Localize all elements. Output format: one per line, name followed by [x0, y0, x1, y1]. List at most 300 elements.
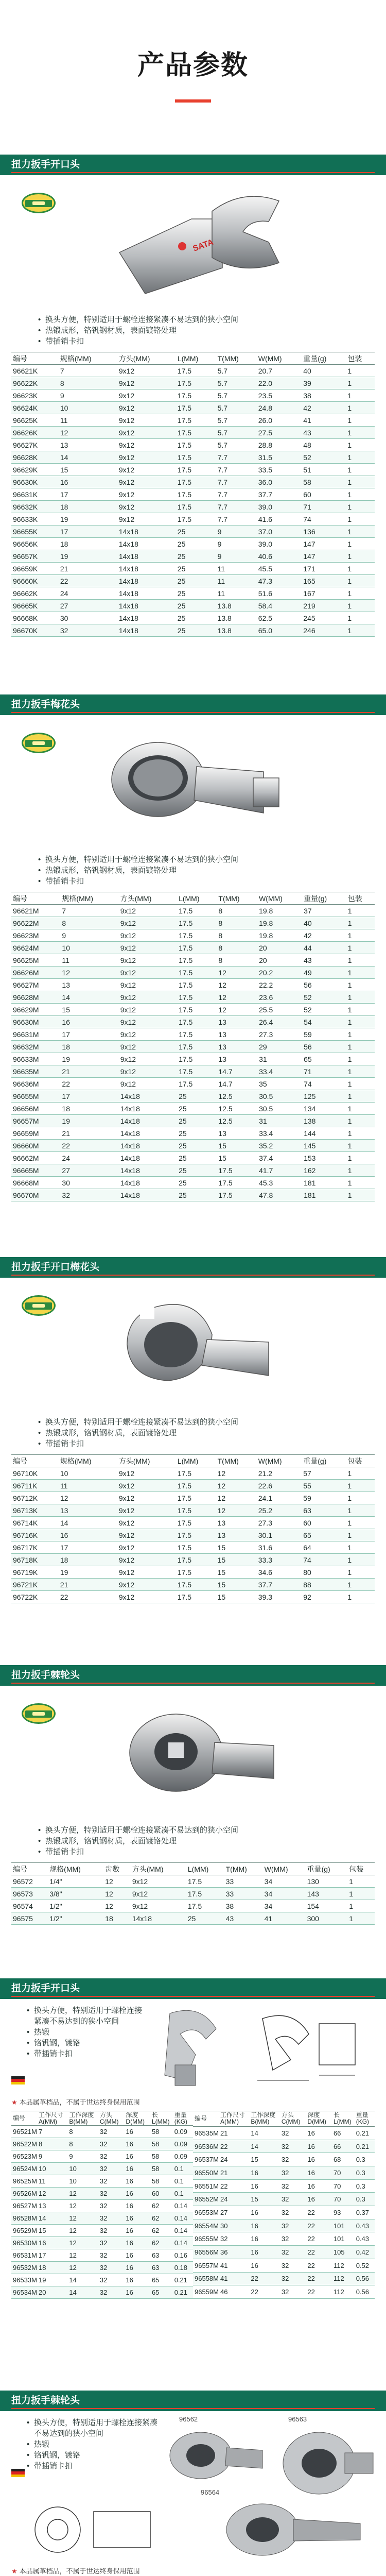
table-header-row [11, 892, 375, 905]
table-cell: 12 [67, 2212, 98, 2225]
table-cell: 96529M [11, 2225, 37, 2237]
table-header-row [11, 2111, 193, 2126]
table-cell: 96713K [11, 1504, 59, 1517]
table-cell: 32 [98, 2150, 125, 2163]
table-cell: 38 [302, 389, 346, 402]
feature-item: • 热锻成形，铬钒钢材质，表面镀铬处理 [38, 1836, 375, 1846]
table-cell: 14x18 [119, 1115, 177, 1127]
table-cell: 32 [60, 1189, 118, 1201]
table-cell: 17 [59, 1541, 117, 1554]
table-cell: 32 [98, 2188, 125, 2200]
product-hero [0, 1999, 386, 2097]
table-cell: 105 [332, 2246, 355, 2259]
table-cell: 66 [332, 2140, 355, 2153]
column-header: 重量(g) [302, 352, 346, 365]
table-cell: 12 [60, 967, 118, 979]
table-cell: 1/4" [48, 1875, 103, 1888]
table-cell: 17.5 [176, 1467, 216, 1480]
table-cell: 96629K [11, 464, 59, 476]
table-cell: 17.5 [177, 942, 217, 954]
table-cell: 13 [217, 1016, 257, 1028]
table-cell: 1 [346, 600, 375, 612]
table-cell: 9x12 [119, 1028, 177, 1041]
table-row [11, 1004, 375, 1016]
section-box-end-head [0, 694, 386, 1201]
table-cell: 14x18 [117, 624, 176, 637]
table-row [11, 488, 375, 501]
table-cell: 1 [346, 501, 375, 513]
table-cell: 96631K [11, 488, 59, 501]
table-row [11, 2237, 193, 2249]
dimension-diagram-icon [27, 2499, 161, 2561]
table-cell: 7.7 [216, 488, 257, 501]
table-cell: 17 [60, 1090, 118, 1103]
table-cell: 1 [346, 1541, 375, 1554]
table-cell: 56 [302, 979, 346, 991]
table-cell: 1 [346, 1554, 375, 1566]
table-cell: 59 [302, 1492, 346, 1504]
table-cell: 25 [176, 550, 216, 563]
table-cell: 9x12 [119, 942, 177, 954]
table-cell: 0.21 [173, 2286, 193, 2299]
table-cell: 1 [346, 1480, 375, 1492]
table-cell: 17.5 [176, 1541, 216, 1554]
table-cell: 9x12 [117, 365, 176, 377]
table-cell: 9x12 [117, 464, 176, 476]
table-cell: 13.8 [216, 600, 257, 612]
table-cell: 30.5 [257, 1090, 302, 1103]
table-cell: 71 [302, 501, 346, 513]
table-row [193, 2246, 375, 2259]
table-cell: 41.7 [257, 1164, 302, 1177]
table-cell: 96633M [11, 1053, 60, 1065]
table-cell: 14.7 [217, 1065, 257, 1078]
table-cell: 41 [263, 1912, 306, 1925]
table-cell: 59 [302, 1028, 346, 1041]
table-cell: 11 [37, 2175, 67, 2188]
table-cell: 14x18 [119, 1127, 177, 1140]
quality-badge-icon [22, 193, 56, 213]
table-cell: 15 [249, 2193, 279, 2206]
table-cell: 47.8 [257, 1189, 302, 1201]
table-cell: 0.21 [173, 2274, 193, 2286]
table-cell: 24 [219, 2193, 249, 2206]
table-cell: 1 [346, 377, 375, 389]
table-cell: 68 [332, 2153, 355, 2166]
table-cell: 32 [219, 2232, 249, 2246]
table-cell: 17.5 [177, 967, 217, 979]
table-cell: 300 [306, 1912, 348, 1925]
table-cell: 22 [59, 1591, 117, 1603]
table-cell: 17.5 [176, 1579, 216, 1591]
table-cell: 1 [346, 1152, 375, 1164]
table-cell: 112 [332, 2272, 355, 2285]
table-cell: 9x12 [117, 389, 176, 402]
table-cell: 10 [67, 2175, 98, 2188]
table-cell: 64 [302, 1541, 346, 1554]
table-cell: 17.5 [176, 414, 216, 427]
svg-text:SATA: SATA [191, 238, 215, 253]
table-cell: 27.5 [257, 427, 302, 439]
table-cell: 1 [346, 488, 375, 501]
table-cell: 9x12 [131, 1875, 186, 1888]
table-cell: 55 [302, 1480, 346, 1492]
section-title-bar: 扭力扳手开口头 [0, 1978, 386, 1999]
table-row [11, 377, 375, 389]
column-header: 方头(MM) [117, 1455, 176, 1467]
table-cell: 96572 [11, 1875, 48, 1888]
table-cell: 40 [302, 917, 346, 929]
table-cell: 21 [60, 1065, 118, 1078]
table-row [11, 526, 375, 538]
table-row [11, 1189, 375, 1201]
table-cell: 28.8 [257, 439, 302, 451]
table-cell: 96537M [193, 2153, 219, 2166]
column-header: 深度 D(MM) [124, 2111, 150, 2126]
table-cell: 25 [176, 575, 216, 587]
table-cell: 9x12 [119, 1016, 177, 1028]
table-cell: 0.56 [355, 2272, 375, 2285]
table-cell: 12.5 [217, 1103, 257, 1115]
table-cell: 13 [60, 979, 118, 991]
table-cell: 65 [302, 1053, 346, 1065]
table-cell: 17.5 [176, 451, 216, 464]
table-cell: 63 [302, 1504, 346, 1517]
table-cell: 96656K [11, 538, 59, 550]
table-cell: 16 [306, 2193, 332, 2206]
table-row [193, 2153, 375, 2166]
table-row [11, 538, 375, 550]
table-cell: 52 [302, 451, 346, 464]
table-row [193, 2140, 375, 2153]
table-row [11, 2188, 193, 2200]
table-cell: 96624M [11, 942, 60, 954]
table-cell: 32 [280, 2140, 306, 2153]
table-cell: 96670M [11, 1189, 60, 1201]
table-cell: 17.5 [176, 464, 216, 476]
table-cell: 5.7 [216, 414, 257, 427]
table-cell: 96628K [11, 451, 59, 464]
table-cell: 14.7 [217, 1078, 257, 1090]
table-cell: 17.5 [176, 476, 216, 488]
table-cell: 32 [98, 2225, 125, 2237]
table-cell: 0.43 [355, 2219, 375, 2232]
table-cell: 0.56 [355, 2285, 375, 2299]
table-cell: 32 [280, 2206, 306, 2219]
table-cell: 9 [67, 2150, 98, 2163]
table-cell: 17.5 [176, 1504, 216, 1517]
table-cell: 96632M [11, 1041, 60, 1053]
table-cell: 96636M [11, 1078, 60, 1090]
feature-list [27, 2005, 145, 2059]
column-header: L(MM) [177, 892, 217, 905]
table-cell: 17.5 [217, 1164, 257, 1177]
table-cell: 9x12 [117, 1480, 176, 1492]
table-cell: 27 [59, 600, 117, 612]
column-header: 长 L(MM) [150, 2111, 173, 2126]
table-cell: 32 [98, 2138, 125, 2150]
table-cell: 22 [219, 2140, 249, 2153]
table-cell: 70 [332, 2193, 355, 2206]
feature-list [27, 2417, 161, 2471]
column-header: W(MM) [257, 892, 302, 905]
table-cell: 34 [263, 1900, 306, 1912]
table-cell: 39 [302, 377, 346, 389]
table-cell: 9x12 [117, 1467, 176, 1480]
table-cell: 9x12 [131, 1888, 186, 1900]
table-cell: 16 [306, 2166, 332, 2180]
table-cell: 1 [346, 587, 375, 600]
table-row [11, 991, 375, 1004]
column-header: L(MM) [186, 1863, 224, 1875]
table-cell: 15 [217, 1140, 257, 1152]
feature-item: • 热锻成形，铬钒钢材质，表面镀铬处理 [38, 1428, 375, 1438]
table-cell: 1 [346, 1579, 375, 1591]
table-cell: 16 [249, 2166, 279, 2180]
table-row [11, 451, 375, 464]
table-row [11, 1103, 375, 1115]
table-cell: 14 [67, 2286, 98, 2299]
table-cell: 0.09 [173, 2126, 193, 2138]
table-cell: 9x12 [117, 1504, 176, 1517]
table-cell: 15 [216, 1566, 257, 1579]
table-row [193, 2219, 375, 2232]
table-cell: 0.18 [173, 2262, 193, 2274]
table-cell: 96621K [11, 365, 59, 377]
table-cell: 1 [346, 538, 375, 550]
table-cell: 1/2" [48, 1912, 103, 1925]
table-cell: 96630M [11, 1016, 60, 1028]
product-hero [0, 2411, 386, 2566]
table-cell: 7.7 [216, 476, 257, 488]
table-cell: 60 [150, 2188, 173, 2200]
table-cell: 246 [302, 624, 346, 637]
table-cell: 47.3 [257, 575, 302, 587]
table-cell: 9x12 [119, 991, 177, 1004]
column-header: 重量(g) [306, 1863, 348, 1875]
table-cell: 1 [346, 1591, 375, 1603]
table-cell: 32 [98, 2126, 125, 2138]
section-open-end-head-metric [0, 1978, 386, 2299]
note-text: ★ 本品属革档品，不属于世达终身保用范围 [11, 2567, 140, 2575]
table-cell: 8 [217, 905, 257, 917]
table-cell: 16 [306, 2153, 332, 2166]
table-row [11, 439, 375, 451]
table-cell: 9x12 [117, 1554, 176, 1566]
table-row [193, 2206, 375, 2219]
table-cell: 138 [302, 1115, 346, 1127]
table-cell: 25 [176, 538, 216, 550]
table-cell: 1/2" [48, 1900, 103, 1912]
table-cell: 1 [346, 942, 375, 954]
feature-item: • 热锻 [27, 2027, 145, 2038]
table-cell: 0.3 [355, 2153, 375, 2166]
table-cell: 30.1 [257, 1529, 302, 1541]
feature-item: • 换头方便，特别适用于螺栓连接紧凑不易达到的狭小空间 [27, 2417, 161, 2439]
table-cell: 92 [302, 1591, 346, 1603]
table-cell: 1 [346, 991, 375, 1004]
table-cell: 96670K [11, 624, 59, 637]
table-cell: 7.7 [216, 501, 257, 513]
table-cell: 22 [60, 1140, 118, 1152]
table-cell: 96531M [11, 2249, 37, 2262]
table-cell: 1 [346, 1053, 375, 1065]
table-cell: 17.5 [177, 1028, 217, 1041]
table-cell: 9x12 [119, 1053, 177, 1065]
table-cell: 18 [59, 538, 117, 550]
table-cell: 25.2 [257, 1504, 302, 1517]
table-cell: 14x18 [119, 1140, 177, 1152]
table-row [11, 587, 375, 600]
table-cell: 96665K [11, 600, 59, 612]
table-cell: 74 [302, 513, 346, 526]
table-cell: 9x12 [117, 451, 176, 464]
table-cell: 16 [59, 476, 117, 488]
table-cell: 12 [67, 2200, 98, 2212]
table-row [11, 464, 375, 476]
table-cell: 17.5 [177, 954, 217, 967]
feature-item: • 换头方便，特别适用于螺栓连接紧凑不易达到的狭小空间 [27, 2005, 145, 2027]
table-cell: 62.5 [257, 612, 302, 624]
table-cell: 14 [59, 1517, 117, 1529]
table-cell: 1 [346, 1103, 375, 1115]
table-cell: 12 [59, 427, 117, 439]
table-cell: 20 [37, 2286, 67, 2299]
table-cell: 32 [98, 2249, 125, 2262]
table-cell: 17.5 [177, 1004, 217, 1016]
table-cell: 14 [37, 2212, 67, 2225]
table-cell: 9x12 [117, 439, 176, 451]
table-cell: 15 [59, 464, 117, 476]
table-cell: 37.7 [257, 488, 302, 501]
table-cell: 43 [302, 954, 346, 967]
column-header: 规格(MM) [59, 352, 117, 365]
table-cell: 11 [59, 414, 117, 427]
table-cell: 46 [219, 2285, 249, 2299]
table-cell: 48 [302, 439, 346, 451]
table-row [11, 1480, 375, 1492]
table-row [11, 501, 375, 513]
table-cell: 8 [217, 917, 257, 929]
table-cell: 171 [302, 563, 346, 575]
table-row [11, 1579, 375, 1591]
page-header [0, 0, 386, 103]
table-cell: 52 [302, 1004, 346, 1016]
table-row [11, 2262, 193, 2274]
table-cell: 32 [98, 2200, 125, 2212]
table-cell: 1 [346, 476, 375, 488]
table-cell: 96717K [11, 1541, 59, 1554]
table-cell: 96668M [11, 1177, 60, 1189]
table-cell: 56 [302, 1041, 346, 1053]
table-cell: 96714K [11, 1517, 59, 1529]
table-cell: 17.5 [176, 1492, 216, 1504]
table-cell: 62 [150, 2237, 173, 2249]
table-cell: 33.4 [257, 1065, 302, 1078]
table-cell: 14x18 [119, 1164, 177, 1177]
table-cell: 96553M [193, 2206, 219, 2219]
table-cell: 9x12 [119, 1065, 177, 1078]
table-cell: 22.0 [257, 377, 302, 389]
column-header: 编号 [193, 2111, 219, 2127]
table-cell: 17.5 [176, 1480, 216, 1492]
table-cell: 153 [302, 1152, 346, 1164]
table-cell: 10 [60, 942, 118, 954]
section-title-bar: 扭力扳手棘轮头 [0, 2391, 386, 2411]
table-cell: 147 [302, 550, 346, 563]
table-cell: 1 [346, 979, 375, 991]
table-cell: 17.5 [177, 979, 217, 991]
column-header: 重量 (KG) [173, 2111, 193, 2126]
table-cell: 16 [249, 2179, 279, 2193]
feature-list [38, 1417, 375, 1449]
table-cell: 11 [216, 587, 257, 600]
table-cell: 26.0 [257, 414, 302, 427]
table-cell: 17.5 [177, 1041, 217, 1053]
table-row [11, 1888, 375, 1900]
table-cell: 0.37 [355, 2206, 375, 2219]
feature-list [38, 314, 375, 347]
table-cell: 17.5 [177, 1078, 217, 1090]
table-cell: 12 [103, 1900, 131, 1912]
table-cell: 9x12 [119, 1078, 177, 1090]
table-cell: 36.0 [257, 476, 302, 488]
table-cell: 96633K [11, 513, 59, 526]
column-header: T(MM) [216, 352, 257, 365]
table-cell: 9 [216, 550, 257, 563]
table-row [11, 1065, 375, 1078]
table-cell: 12 [67, 2262, 98, 2274]
table-cell: 96534M [11, 2286, 37, 2299]
table-cell: 219 [302, 600, 346, 612]
table-row [11, 624, 375, 637]
table-cell: 16 [249, 2219, 279, 2232]
table-cell: 27.3 [257, 1028, 302, 1041]
table-cell: 30 [59, 612, 117, 624]
table-cell: 11 [59, 1480, 117, 1492]
table-cell: 12.5 [217, 1090, 257, 1103]
table-row [193, 2272, 375, 2285]
table-cell: 96524M [11, 2163, 37, 2175]
table-cell: 17.5 [176, 513, 216, 526]
table-cell: 19 [59, 1566, 117, 1579]
table-cell: 96722K [11, 1591, 59, 1603]
table-cell: 1 [346, 402, 375, 414]
table-row [11, 1127, 375, 1140]
table-cell: 40.6 [257, 550, 302, 563]
section-ratchet-head [0, 1665, 386, 1925]
table-cell: 21.2 [257, 1467, 302, 1480]
table-cell: 12.5 [217, 1115, 257, 1127]
table-cell: 96573 [11, 1888, 48, 1900]
table-cell: 13 [217, 1041, 257, 1053]
table-cell: 31 [257, 1115, 302, 1127]
table-cell: 181 [302, 1189, 346, 1201]
table-cell: 96523M [11, 2150, 37, 2163]
table-row [193, 2166, 375, 2180]
feature-item: • 带插销卡扣 [27, 2461, 161, 2471]
table-cell: 17.5 [186, 1875, 224, 1888]
model-label: 96564 [201, 2488, 220, 2496]
table-cell: 17.5 [176, 1517, 216, 1529]
table-cell: 96622K [11, 377, 59, 389]
table-cell: 1 [346, 1177, 375, 1189]
table-header-row [11, 1455, 375, 1467]
table-cell: 0.21 [355, 2126, 375, 2140]
table-cell: 16 [59, 1529, 117, 1541]
table-cell: 19 [37, 2274, 67, 2286]
table-cell: 96624K [11, 402, 59, 414]
